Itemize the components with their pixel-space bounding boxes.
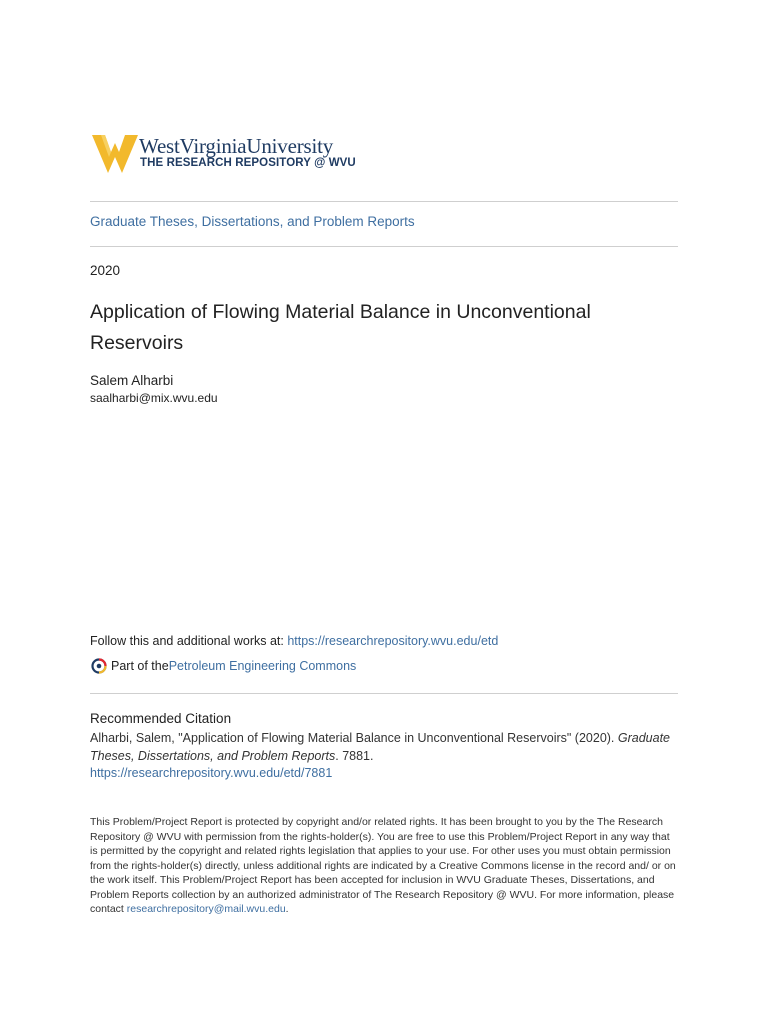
flying-wv-logo-icon (92, 133, 138, 177)
collection-link[interactable]: Graduate Theses, Dissertations, and Problem Reports (90, 214, 415, 229)
discipline-link[interactable]: Petroleum Engineering Commons (168, 659, 357, 673)
rights-statement (90, 815, 680, 917)
rights-text: This Problem/Project Report is protected by copyright and/or related rights. It has been brought to you by the The Research Repository @ WVU with permission from the rights-holder(s). You are free to use this Problem/Project Report in any way that is permitted by the copyright and related rights legislation that applies to your use. For other uses you must obtain permission from the rights-holder(s) directly, unless additional rights are indicated by a Creative Commons license in the record and/ or on the work itself. This Problem/Project Report has been accepted for inclusion in WVU Graduate Theses, Dissertations, and Problem Reports collection by an authorized administrator of The Research Repository @ WVU. For more information, please contact (90, 816, 676, 915)
divider (90, 693, 678, 694)
part-of-line (90, 657, 356, 675)
contact-email-link[interactable]: researchrepository@mail.wvu.edu (126, 903, 286, 915)
wvu-logo[interactable] (92, 130, 372, 180)
citation-url[interactable]: https://researchrepository.wvu.edu/etd/7881 (90, 766, 333, 780)
university-name: WestVirginiaUniversity (139, 134, 334, 158)
part-of-prefix: Part of the (111, 659, 169, 673)
citation-number: . 7881. (335, 748, 374, 763)
publication-year: 2020 (90, 263, 121, 278)
recommended-citation-heading: Recommended Citation (90, 711, 232, 726)
rights-end: . (285, 903, 289, 915)
citation-venue: Graduate Theses, Dissertations, and Problem Reports (90, 731, 671, 763)
divider (90, 246, 678, 247)
citation-body: Alharbi, Salem, "Application of Flowing Material Balance in Unconventional Reservoirs" (2020). (90, 731, 618, 745)
citation-text (90, 730, 680, 783)
author-email: saalharbi@mix.wvu.edu (90, 391, 218, 405)
divider (90, 201, 678, 202)
network-commons-icon (90, 657, 108, 675)
document-title: Application of Flowing Material Balance in Unconventional Reservoirs (90, 301, 591, 354)
author-name: Salem Alharbi (90, 373, 174, 388)
follow-prefix: Follow this and additional works at: (90, 634, 288, 648)
repository-name: THE RESEARCH REPOSITORY @ WVU (140, 157, 356, 169)
follow-line (90, 634, 498, 648)
follow-link[interactable]: https://researchrepository.wvu.edu/etd (287, 634, 499, 648)
